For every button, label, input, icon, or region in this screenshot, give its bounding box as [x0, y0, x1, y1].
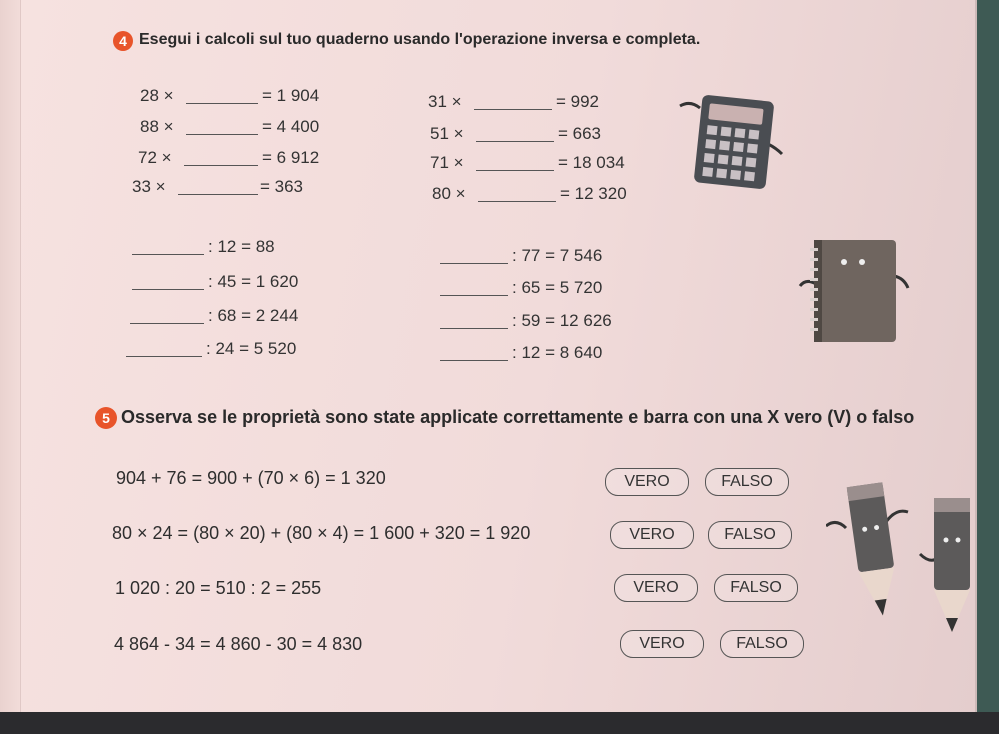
falso-option[interactable]: FALSO	[705, 468, 789, 496]
answer-blank[interactable]	[126, 356, 202, 357]
calculator-icon	[676, 92, 796, 192]
answer-blank[interactable]	[130, 323, 204, 324]
division-expression: : 65 = 5 720	[512, 278, 603, 297]
factor: 51 ×	[430, 124, 464, 143]
vero-option[interactable]: VERO	[614, 574, 698, 602]
result: = 1 904	[262, 86, 320, 105]
division-expression: : 68 = 2 244	[208, 306, 299, 325]
exercise-4-number: 4	[113, 31, 133, 51]
table-surface	[0, 712, 999, 734]
answer-blank[interactable]	[440, 328, 508, 329]
answer-blank[interactable]	[132, 254, 204, 255]
falso-option[interactable]: FALSO	[708, 521, 792, 549]
page-fold	[0, 0, 21, 712]
result: = 363	[260, 177, 304, 196]
factor: 72 ×	[138, 148, 172, 167]
property-expression: 904 + 76 = 900 + (70 × 6) = 1 320	[116, 468, 386, 488]
falso-option[interactable]: FALSO	[720, 630, 804, 658]
exercise-4-title: Esegui i calcoli sul tuo quaderno usando l'operazione inversa e completa.	[139, 31, 701, 48]
answer-blank[interactable]	[184, 165, 258, 166]
answer-blank[interactable]	[186, 103, 258, 104]
result: = 18 034	[558, 153, 625, 172]
answer-blank[interactable]	[186, 134, 258, 135]
division-expression: : 77 = 7 546	[512, 246, 603, 265]
result: = 6 912	[262, 148, 320, 167]
exercise-5-title: Osserva se le proprietà sono state applicate correttamente e barra con una X vero (V) o falso	[121, 407, 915, 427]
vero-option[interactable]: VERO	[605, 468, 689, 496]
answer-blank[interactable]	[440, 360, 508, 361]
result: = 992	[556, 92, 600, 111]
division-expression: : 59 = 12 626	[512, 311, 612, 330]
vero-option[interactable]: VERO	[620, 630, 704, 658]
result: = 663	[558, 124, 602, 143]
property-expression: 4 864 - 34 = 4 860 - 30 = 4 830	[114, 634, 363, 654]
answer-blank[interactable]	[440, 263, 508, 264]
exercise-5-number: 5	[95, 407, 117, 429]
division-expression: : 24 = 5 520	[206, 339, 297, 358]
property-expression: 80 × 24 = (80 × 20) + (80 × 4) = 1 600 + 320 = 1 920	[112, 523, 531, 543]
answer-blank[interactable]	[132, 289, 204, 290]
factor: 33 ×	[132, 177, 166, 196]
notebook-icon	[796, 238, 916, 346]
result: = 12 320	[560, 184, 627, 203]
answer-blank[interactable]	[178, 194, 258, 195]
falso-option[interactable]: FALSO	[714, 574, 798, 602]
answer-blank[interactable]	[440, 295, 508, 296]
factor: 88 ×	[140, 117, 174, 136]
division-expression: : 45 = 1 620	[208, 272, 299, 291]
answer-blank[interactable]	[474, 109, 552, 110]
pencil-icon	[826, 478, 974, 638]
answer-blank[interactable]	[478, 201, 556, 202]
division-expression: : 12 = 88	[208, 237, 275, 256]
answer-blank[interactable]	[476, 141, 554, 142]
factor: 31 ×	[428, 92, 462, 111]
factor: 28 ×	[140, 86, 174, 105]
factor: 80 ×	[432, 184, 466, 203]
answer-blank[interactable]	[476, 170, 554, 171]
division-expression: : 12 = 8 640	[512, 343, 603, 362]
factor: 71 ×	[430, 153, 464, 172]
vero-option[interactable]: VERO	[610, 521, 694, 549]
property-expression: 1 020 : 20 = 510 : 2 = 255	[115, 578, 322, 598]
result: = 4 400	[262, 117, 320, 136]
